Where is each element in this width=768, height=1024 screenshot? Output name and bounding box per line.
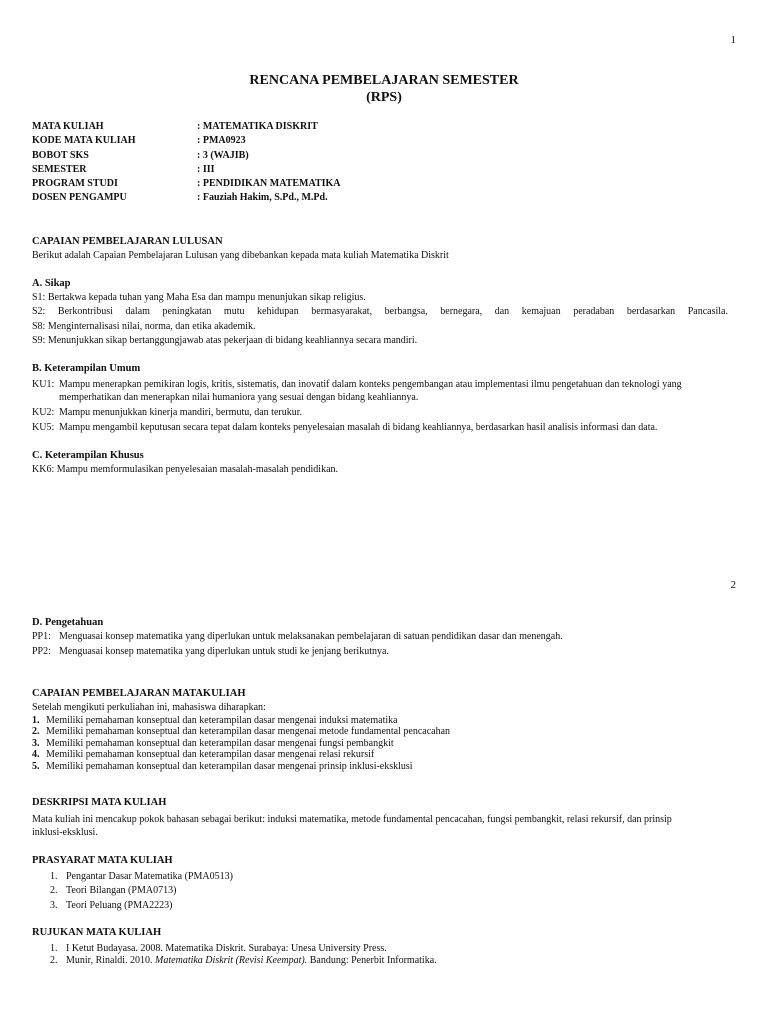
item-number: 2. bbox=[50, 885, 58, 897]
page-number: 2 bbox=[730, 579, 736, 591]
item-number: 1. bbox=[32, 714, 40, 726]
subsection-heading: B. Keterampilan Umum bbox=[32, 363, 141, 374]
course-info-table bbox=[32, 120, 341, 206]
info-label: DOSEN PENGAMPU bbox=[32, 192, 127, 204]
list-item bbox=[32, 899, 736, 914]
info-value: : 3 (WAJIB) bbox=[197, 149, 249, 161]
section-heading: RUJUKAN MATA KULIAH bbox=[32, 927, 162, 938]
info-row bbox=[32, 149, 341, 163]
list-item bbox=[32, 884, 736, 899]
list-item bbox=[32, 954, 736, 967]
info-value: : PENDIDIKAN MATEMATIKA bbox=[197, 178, 341, 190]
list-item bbox=[32, 406, 736, 419]
item-text: Mampu menerapkan pemikiran logis, kritis, sistematis, dan inovatif dalam konteks pengembangan atau implementasi ilmu pengetahuan dan teknologi yang memperhatikan dan menerapkan nilai humaniora yang sesuai dengan bidang keahliannya. bbox=[59, 378, 682, 403]
item-code: PP1: bbox=[32, 630, 51, 642]
deskripsi-section bbox=[32, 796, 736, 839]
title-line-2: (RPS) bbox=[366, 90, 402, 105]
info-label: PROGRAM STUDI bbox=[32, 178, 118, 190]
prasyarat-section bbox=[32, 854, 736, 913]
list-item: KK6: Mampu memformulasikan penyelesaian masalah-masalah pendidikan. bbox=[32, 463, 339, 475]
document-page-2 bbox=[0, 575, 768, 1024]
item-number: 4. bbox=[32, 749, 40, 761]
list-item: S1: Bertakwa kepada tuhan yang Maha Esa dan mampu menunjukan sikap religius. bbox=[32, 291, 366, 303]
info-row bbox=[32, 177, 341, 191]
pp-section bbox=[32, 616, 736, 660]
section-heading: CAPAIAN PEMBELAJARAN MATAKULIAH bbox=[32, 688, 246, 699]
title-line-1: RENCANA PEMBELAJARAN SEMESTER bbox=[249, 73, 519, 88]
info-label: BOBOT SKS bbox=[32, 149, 89, 161]
info-value: : III bbox=[197, 163, 215, 175]
section-intro: Setelah mengikuti perkuliahan ini, mahasiswa diharapkan: bbox=[32, 701, 266, 713]
item-code: KU1: bbox=[32, 378, 55, 390]
item-text: Memiliki pemahaman konseptual dan keterampilan dasar mengenai relasi rekursif bbox=[46, 749, 375, 761]
item-text: Menguasai konsep matematika yang diperlukan untuk studi ke jenjang berikutnya. bbox=[59, 645, 389, 657]
info-label: MATA KULIAH bbox=[32, 121, 104, 132]
sikap-section bbox=[32, 277, 736, 349]
item-text: Pengantar Dasar Matematika (PMA0513) bbox=[66, 870, 233, 882]
item-code: PP2: bbox=[32, 645, 51, 657]
item-code: KU5: bbox=[32, 421, 55, 433]
ku-section bbox=[32, 362, 736, 434]
list-item bbox=[32, 737, 736, 749]
list-item bbox=[32, 870, 736, 885]
item-number: 2. bbox=[50, 955, 58, 967]
item-text: Menguasai konsep matematika yang diperlukan untuk melaksanakan pembelajaran di satuan pendidikan dasar dan menengah. bbox=[59, 630, 563, 642]
item-text: Teori Bilangan (PMA0713) bbox=[66, 885, 177, 897]
kk-section bbox=[32, 449, 736, 476]
info-label: KODE MATA KULIAH bbox=[32, 135, 136, 147]
description-line: Mata kuliah ini mencakup pokok bahasan sebagai berikut: induksi matematika, metode fundamental pencacahan, fungsi pembangkit, relasi rekursif, dan prinsip bbox=[32, 813, 672, 825]
list-item bbox=[32, 421, 736, 434]
rujukan-section bbox=[32, 926, 736, 967]
list-item bbox=[32, 378, 736, 404]
info-value: : Fauziah Hakim, S.Pd., M.Pd. bbox=[197, 192, 328, 204]
reference-text bbox=[66, 954, 437, 967]
subsection-heading: A. Sikap bbox=[32, 278, 71, 289]
item-text: Mampu mengambil keputusan secara tepat dalam konteks penyelesaian masalah di bidang keahliannya, berdasarkan hasil analisis informasi dan data. bbox=[59, 421, 658, 433]
item-number: 1. bbox=[50, 870, 58, 882]
section-heading: DESKRIPSI MATA KULIAH bbox=[32, 797, 167, 808]
list-item bbox=[32, 645, 736, 660]
info-value: : PMA0923 bbox=[197, 135, 246, 147]
info-label: SEMESTER bbox=[32, 163, 87, 175]
description-line: inklusi-eksklusi. bbox=[32, 826, 98, 838]
reference-author: Munir, Rinaldi. 2010. bbox=[66, 955, 156, 967]
list-item: S9: Menunjukkan sikap bertanggungjawab atas pekerjaan di bidang keahliannya secara mandiri. bbox=[32, 335, 418, 347]
item-number: 2. bbox=[32, 726, 40, 738]
item-text: Mampu menunjukkan kinerja mandiri, bermutu, dan terukur. bbox=[59, 406, 302, 418]
page-number: 1 bbox=[730, 34, 736, 46]
info-row bbox=[32, 163, 341, 177]
cpl-section bbox=[32, 235, 736, 262]
section-heading: CAPAIAN PEMBELAJARAN LULUSAN bbox=[32, 236, 223, 247]
section-intro: Berikut adalah Capaian Pembelajaran Lulusan yang dibebankan kepada mata kuliah Matematika Diskrit bbox=[32, 249, 449, 261]
list-item bbox=[32, 714, 736, 726]
list-item: S8: Menginternalisasi nilai, norma, dan etika akademik. bbox=[32, 320, 256, 332]
item-text: Memiliki pemahaman konseptual dan keterampilan dasar mengenai prinsip inklusi-eksklusi bbox=[46, 760, 413, 772]
list-item bbox=[32, 748, 736, 760]
subsection-heading: D. Pengetahuan bbox=[32, 617, 104, 628]
list-item bbox=[32, 942, 736, 955]
info-row bbox=[32, 120, 341, 134]
info-row bbox=[32, 191, 341, 205]
item-text: Memiliki pemahaman konseptual dan keterampilan dasar mengenai fungsi pembangkit bbox=[46, 737, 394, 749]
item-text: Memiliki pemahaman konseptual dan keterampilan dasar mengenai induksi matematika bbox=[46, 714, 398, 726]
info-value: : MATEMATIKA DISKRIT bbox=[197, 121, 318, 132]
item-number: 3. bbox=[32, 737, 40, 749]
item-text: Memiliki pemahaman konseptual dan keterampilan dasar mengenai metode fundamental pencacahan bbox=[46, 726, 451, 738]
document-title bbox=[0, 72, 768, 106]
reference-text: I Ketut Budayasa. 2008. Matematika Diskrit. Surabaya: Unesa University Press. bbox=[66, 942, 387, 954]
item-number: 1. bbox=[50, 942, 58, 954]
cpmk-section bbox=[32, 687, 736, 771]
list-item bbox=[32, 630, 736, 645]
subsection-heading: C. Keterampilan Khusus bbox=[32, 450, 144, 461]
info-row bbox=[32, 134, 341, 148]
list-item bbox=[32, 725, 736, 737]
reference-publisher: Bandung: Penerbit Informatika. bbox=[307, 955, 437, 967]
item-code: KU2: bbox=[32, 406, 55, 418]
item-number: 3. bbox=[50, 899, 58, 911]
section-heading: PRASYARAT MATA KULIAH bbox=[32, 855, 173, 866]
reference-book-title: Matematika Diskrit (Revisi Keempat). bbox=[155, 955, 308, 967]
item-text: Teori Peluang (PMA2223) bbox=[66, 899, 173, 911]
list-item: S2: Berkontribusi dalam peningkatan mutu kehidupan bermasyarakat, berbangsa, bernegara, dan kemajuan peradaban berdasarkan Pancasila. bbox=[32, 306, 728, 318]
item-number: 5. bbox=[32, 760, 40, 772]
list-item bbox=[32, 760, 736, 772]
